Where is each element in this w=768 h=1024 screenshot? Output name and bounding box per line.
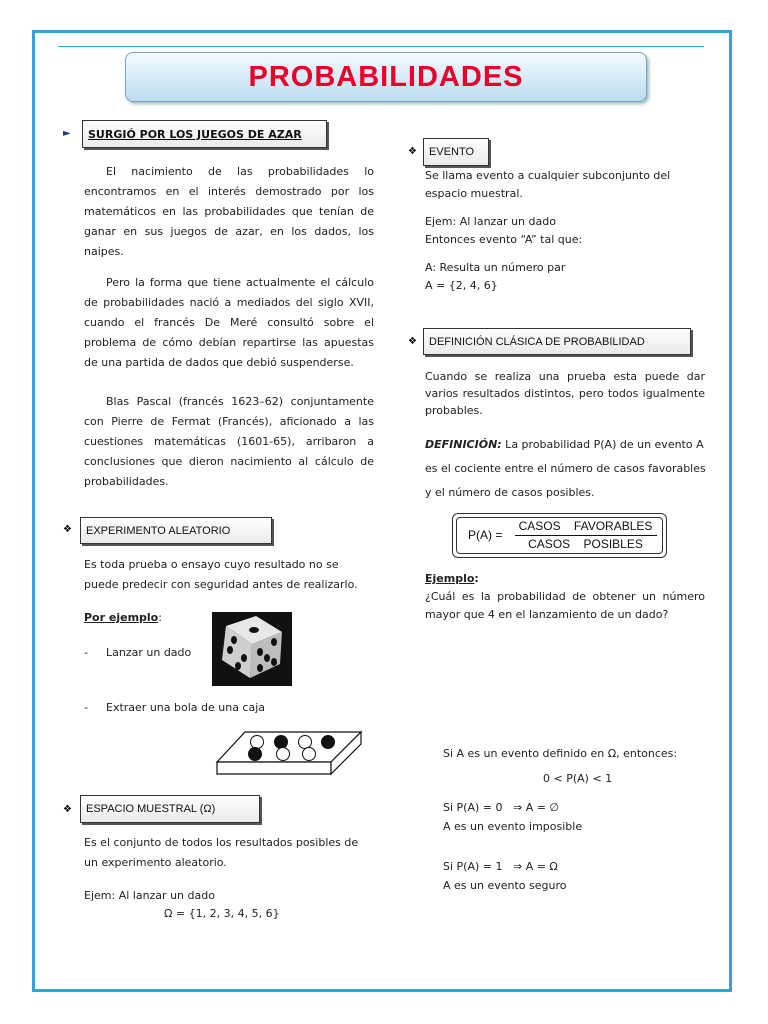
condition-intro: Si A es un evento definido en Ω, entonces: (443, 747, 678, 760)
ejemplo-colon: : (474, 572, 479, 585)
diamond-bullet-icon: ❖ (63, 524, 72, 535)
certain-description: A es un evento seguro (443, 879, 567, 892)
item-draw-ball: Extraer una bola de una caja (106, 701, 266, 714)
event-heading-label: EVENTO (429, 146, 475, 158)
definition-body-2: es el cociente entre el número de casos favorables (425, 462, 706, 475)
example-question: ¿Cuál es la probabilidad de obtener un número mayor que 4 en el lanzamiento de un dado? (425, 590, 705, 621)
probability-range: 0 < P(A) < 1 (543, 772, 613, 785)
sample-space-text: Es el conjunto de todos los resultados posibles de un experimento aleatorio. (84, 836, 359, 869)
ball-box-image (215, 728, 365, 778)
impossible-condition: Si P(A) = 0 ⇒ A = ∅ (443, 801, 560, 814)
paragraph-2: Pero la forma que tiene actualmente el cálculo de probabilidades nació a mediados del siglo XVII, cuando el francés De Meré consultó sobre el problema de cómo debían repartirse las apuestas de una partida de dados que debió suspenderse. (84, 276, 374, 369)
event-example-1: Ejem: Al lanzar un dado (425, 215, 556, 228)
dash-1: - (84, 646, 88, 659)
definition-body-3: y el número de casos posibles. (425, 486, 595, 499)
impossible-description: A es un evento imposible (443, 820, 583, 833)
example-colon: : (158, 611, 162, 624)
dice-image (212, 612, 292, 686)
certain-condition: Si P(A) = 1 ⇒ A = Ω (443, 860, 558, 873)
arrow-bullet-icon: ► (63, 128, 71, 139)
sample-space-heading (80, 795, 260, 823)
event-a-def: A: Resulta un número par (425, 261, 566, 274)
sample-space-example: Ejem: Al lanzar un dado (84, 889, 215, 902)
experiment-heading (80, 517, 272, 544)
fraction-bar (515, 535, 657, 536)
definition-statement (425, 433, 710, 505)
event-a-set: A = {2, 4, 6} (425, 279, 498, 292)
definition-text: Cuando se realiza una prueba esta puede dar varios resultados distintos, pero todos igualmente probables. (425, 370, 705, 417)
dash-2: - (84, 701, 88, 714)
formula-numerator: CASOS FAVORABLES (518, 519, 653, 533)
diamond-bullet-icon: ❖ (408, 336, 417, 347)
event-text: Se llama evento a cualquier subconjunto del espacio muestral. (425, 169, 671, 200)
ejemplo-label: Ejemplo (425, 572, 475, 585)
experiment-heading-label: EXPERIMENTO ALEATORIO (86, 524, 231, 537)
paragraph-3: Blas Pascal (francés 1623–62) conjuntamente con Pierre de Fermat (Francés), aficionado a las cuestiones matemáticas (1601-65), arribaron a conclusiones que dieron nacimiento al cálculo de probabilidades. (84, 395, 374, 488)
example-heading-row (425, 570, 479, 587)
page-title: PROBABILIDADES (248, 60, 524, 93)
experiment-text: Es toda prueba o ensayo cuyo resultado no se puede predecir con seguridad antes de realizarlo. (84, 558, 358, 591)
diamond-bullet-icon: ❖ (63, 804, 72, 815)
definition-heading (423, 328, 691, 355)
sample-space-set: Ω = {1, 2, 3, 4, 5, 6} (164, 907, 280, 920)
event-example-2: Entonces evento “A” tal que: (425, 233, 583, 246)
formula-box (452, 513, 667, 558)
paragraph-1: El nacimiento de las probabilidades lo encontramos en el interés demostrado por los matemáticos en las probabilidades que tenían de ganar en sus juegos de azar, en los dados, los naipes. (84, 165, 374, 258)
item-throw-die: Lanzar un dado (106, 646, 192, 659)
origin-heading (82, 120, 327, 148)
sample-space-heading-label: ESPACIO MUESTRAL (Ω) (86, 803, 216, 815)
example-label: Por ejemplo (84, 611, 159, 624)
example-label-row (84, 608, 162, 628)
definition-label: DEFINICIÓN: (425, 438, 502, 451)
top-rule (58, 46, 704, 47)
title-banner (125, 52, 647, 102)
definition-heading-label: DEFINICIÓN CLÁSICA DE PROBABILIDAD (429, 335, 645, 348)
definition-body-1: La probabilidad P(A) de un evento A (501, 438, 704, 451)
formula-lhs: P(A) = (468, 528, 503, 542)
event-heading (423, 138, 489, 166)
origin-heading-label: SURGIÓ POR LOS JUEGOS DE AZAR (88, 127, 302, 141)
formula-denominator: CASOS POSIBLES (528, 537, 643, 551)
diamond-bullet-icon: ❖ (408, 146, 417, 157)
